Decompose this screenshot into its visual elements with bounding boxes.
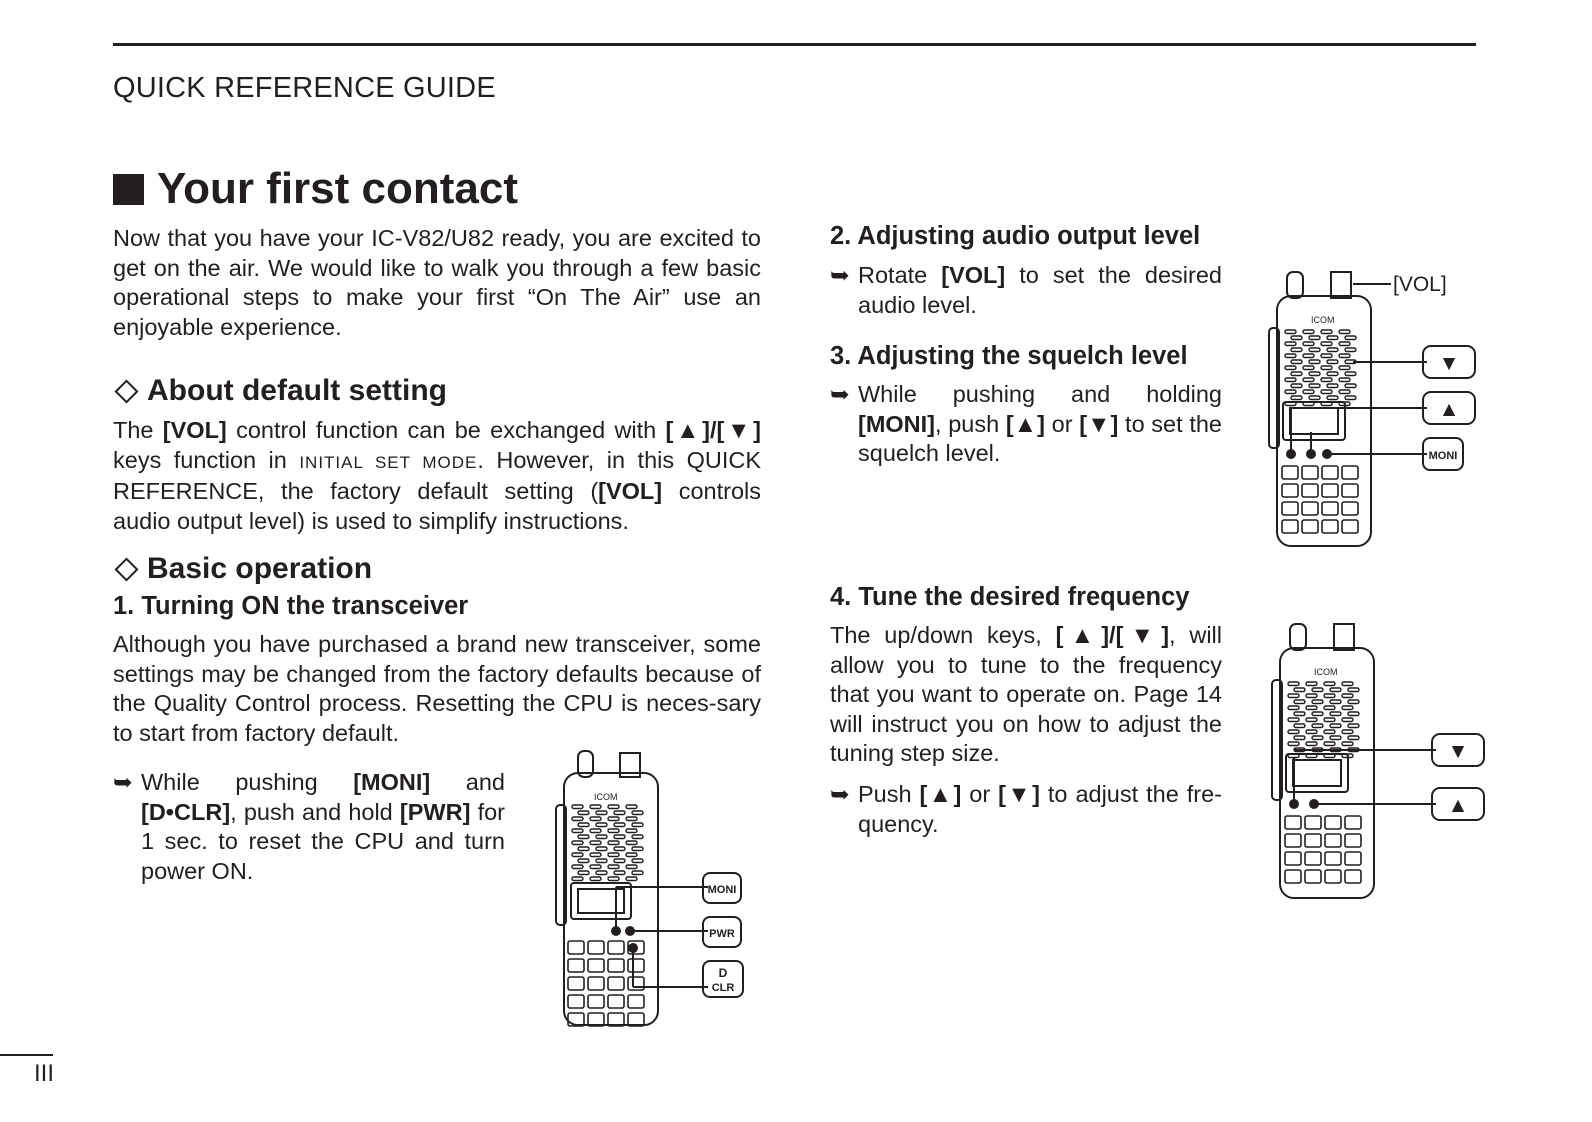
keypad-key bbox=[1305, 852, 1321, 865]
speaker-slot bbox=[1303, 402, 1314, 406]
speaker-slot bbox=[1306, 754, 1317, 758]
keypad-key bbox=[1342, 466, 1358, 479]
icom-logo: ICOM bbox=[1314, 667, 1338, 677]
speaker-slot bbox=[1321, 378, 1332, 382]
arrow-bullet-icon: ➥ bbox=[830, 781, 850, 807]
moni-key-label: MONI bbox=[707, 884, 737, 896]
keypad-key bbox=[1345, 870, 1361, 883]
icom-logo: ICOM bbox=[594, 792, 618, 802]
keypad-key bbox=[1282, 520, 1298, 533]
speaker-slot bbox=[1285, 330, 1296, 334]
speaker-slot bbox=[1345, 336, 1356, 340]
speaker-slot bbox=[1321, 390, 1332, 394]
step1-heading: 1. Turning ON the transceiver bbox=[113, 592, 469, 620]
arrow-bullet-icon: ➥ bbox=[830, 262, 850, 288]
d-key-label: D bbox=[718, 966, 728, 980]
speaker-slot bbox=[1291, 360, 1302, 364]
speaker-slot bbox=[1312, 712, 1323, 716]
speaker-slot bbox=[578, 835, 589, 839]
speaker-slot bbox=[608, 829, 619, 833]
speaker-slot bbox=[572, 853, 583, 857]
speaker-slot bbox=[1312, 736, 1323, 740]
speaker-slot bbox=[1291, 384, 1302, 388]
speaker-slot bbox=[596, 811, 607, 815]
speaker-slot bbox=[596, 871, 607, 875]
about-default-paragraph: The [VOL] control function can be exchanged with [▲]/[▼] keys function in INITIAL SET MODE. However, in this QUICK REFERENCE, the factory default setting ([VOL] controls audio output level) is used to simplify instructions. bbox=[113, 417, 761, 534]
keypad-key bbox=[1285, 816, 1301, 829]
basic-operation-heading: Basic operation bbox=[113, 552, 372, 586]
speaker-slot bbox=[1330, 688, 1341, 692]
down-key-label: ▼ bbox=[1447, 740, 1469, 763]
speaker-slot bbox=[626, 805, 637, 809]
speaker-slot bbox=[1309, 384, 1320, 388]
keypad-key bbox=[608, 959, 624, 972]
speaker-slot bbox=[1327, 384, 1338, 388]
keypad-key bbox=[1305, 834, 1321, 847]
section-title bbox=[113, 164, 518, 214]
speaker-slot bbox=[1339, 378, 1350, 382]
speaker-slot bbox=[590, 877, 601, 881]
keypad-key bbox=[1282, 484, 1298, 497]
speaker-slot bbox=[596, 835, 607, 839]
keypad-key bbox=[1322, 484, 1338, 497]
speaker-slot bbox=[1321, 330, 1332, 334]
speaker-slot bbox=[1291, 336, 1302, 340]
speaker-slot bbox=[1288, 694, 1299, 698]
speaker-slot bbox=[1330, 724, 1341, 728]
step3-bullet: ➥ While pushing and holding [MONI], push [▲] or [▼] to set the squelch level. bbox=[830, 380, 1222, 469]
speaker-slot bbox=[1339, 366, 1350, 370]
speaker-slot bbox=[1291, 348, 1302, 352]
speaker-slot bbox=[1327, 336, 1338, 340]
keypad-key bbox=[568, 995, 584, 1008]
speaker-slot bbox=[590, 865, 601, 869]
speaker-slot bbox=[1345, 348, 1356, 352]
speaker-slot bbox=[1306, 718, 1317, 722]
speaker-slot bbox=[572, 805, 583, 809]
speaker-slot bbox=[572, 829, 583, 833]
keypad-key bbox=[588, 977, 604, 990]
speaker-slot bbox=[1291, 372, 1302, 376]
step1-paragraph: Although you have purchased a brand new transceiver, some settings may be changed from the factory defaults because of the Quality Control process. Resetting the CPU is neces-sary to start from factory default. bbox=[113, 631, 761, 746]
speaker-slot bbox=[632, 835, 643, 839]
step2-bullet: ➥ Rotate [VOL] to set the desired audio level. bbox=[830, 261, 1222, 320]
keypad-key bbox=[628, 959, 644, 972]
keypad-key bbox=[1285, 870, 1301, 883]
speaker-slot bbox=[1312, 688, 1323, 692]
speaker-slot bbox=[1288, 706, 1299, 710]
speaker-slot bbox=[1294, 688, 1305, 692]
running-header: QUICK REFERENCE GUIDE bbox=[113, 72, 496, 104]
speaker-slot bbox=[572, 817, 583, 821]
speaker-slot bbox=[590, 841, 601, 845]
speaker-slot bbox=[1348, 700, 1359, 704]
speaker-slot bbox=[632, 871, 643, 875]
speaker-slot bbox=[626, 877, 637, 881]
step4-bullet: ➥ Push [▲] or [▼] to adjust the fre-quency. bbox=[830, 780, 1222, 839]
keypad-key bbox=[1325, 816, 1341, 829]
speaker-slot bbox=[632, 823, 643, 827]
keypad-key bbox=[1302, 484, 1318, 497]
keypad-key bbox=[1322, 502, 1338, 515]
keypad-key bbox=[588, 941, 604, 954]
speaker-slot bbox=[596, 859, 607, 863]
keypad-key bbox=[568, 959, 584, 972]
speaker-slot bbox=[572, 841, 583, 845]
speaker-slot bbox=[1294, 724, 1305, 728]
speaker-slot bbox=[626, 853, 637, 857]
speaker-slot bbox=[572, 877, 583, 881]
speaker-slot bbox=[626, 829, 637, 833]
speaker-slot bbox=[1303, 390, 1314, 394]
radio-figure-tuning bbox=[1260, 618, 1490, 918]
arrow-bullet-icon: ➥ bbox=[830, 381, 850, 407]
speaker-slot bbox=[1348, 736, 1359, 740]
speaker-slot bbox=[1327, 348, 1338, 352]
speaker-slot bbox=[1348, 724, 1359, 728]
speaker-slot bbox=[608, 805, 619, 809]
speaker-slot bbox=[608, 865, 619, 869]
keypad-key bbox=[1342, 520, 1358, 533]
speaker-slot bbox=[1348, 712, 1359, 716]
section-title-text: Your first contact bbox=[157, 164, 519, 213]
speaker-slot bbox=[632, 847, 643, 851]
speaker-slot bbox=[1324, 682, 1335, 686]
keypad-key bbox=[1282, 466, 1298, 479]
speaker-slot bbox=[1339, 354, 1350, 358]
keypad-key bbox=[1345, 852, 1361, 865]
speaker-slot bbox=[626, 841, 637, 845]
speaker-slot bbox=[1330, 712, 1341, 716]
speaker-slot bbox=[614, 871, 625, 875]
speaker-slot bbox=[578, 823, 589, 827]
square-bullet-icon bbox=[113, 174, 144, 205]
speaker-slot bbox=[1327, 372, 1338, 376]
step3-heading: 3. Adjusting the squelch level bbox=[830, 342, 1188, 370]
keypad-key bbox=[588, 959, 604, 972]
speaker-slot bbox=[1321, 366, 1332, 370]
speaker-slot bbox=[1306, 742, 1317, 746]
speaker-slot bbox=[608, 853, 619, 857]
speaker-slot bbox=[1321, 354, 1332, 358]
speaker-slot bbox=[1288, 682, 1299, 686]
speaker-slot bbox=[614, 859, 625, 863]
speaker-slot bbox=[614, 823, 625, 827]
speaker-slot bbox=[1306, 694, 1317, 698]
keypad-key bbox=[588, 995, 604, 1008]
keypad-key bbox=[608, 995, 624, 1008]
keypad-key bbox=[1345, 834, 1361, 847]
speaker-slot bbox=[1294, 712, 1305, 716]
speaker-slot bbox=[1330, 736, 1341, 740]
keypad-key bbox=[1325, 870, 1341, 883]
speaker-slot bbox=[1327, 360, 1338, 364]
step2-heading: 2. Adjusting audio output level bbox=[830, 222, 1201, 250]
keypad-key bbox=[568, 941, 584, 954]
speaker-slot bbox=[1309, 336, 1320, 340]
keypad-key bbox=[628, 977, 644, 990]
speaker-slot bbox=[1342, 682, 1353, 686]
moni-key-label: MONI bbox=[1428, 450, 1458, 462]
speaker-slot bbox=[1303, 366, 1314, 370]
speaker-slot bbox=[578, 871, 589, 875]
icom-logo: ICOM bbox=[1311, 315, 1335, 325]
keypad-key bbox=[628, 995, 644, 1008]
speaker-slot bbox=[1294, 700, 1305, 704]
keypad-key bbox=[1345, 816, 1361, 829]
speaker-slot bbox=[1312, 700, 1323, 704]
speaker-slot bbox=[1309, 372, 1320, 376]
speaker-slot bbox=[1285, 402, 1296, 406]
radio-figure-volume-squelch bbox=[1255, 262, 1485, 562]
keypad-key bbox=[1342, 502, 1358, 515]
keypad-key bbox=[1285, 852, 1301, 865]
speaker-slot bbox=[1288, 754, 1299, 758]
radio-figure-power-on bbox=[540, 745, 770, 1045]
speaker-slot bbox=[632, 811, 643, 815]
speaker-slot bbox=[1330, 700, 1341, 704]
speaker-slot bbox=[1324, 706, 1335, 710]
down-key-label: ▼ bbox=[1438, 352, 1460, 375]
speaker-slot bbox=[1288, 718, 1299, 722]
keypad-key bbox=[1325, 852, 1341, 865]
speaker-slot bbox=[1324, 730, 1335, 734]
step1-bullet: ➥ While pushing [MONI] and [D•CLR], push and hold [PWR] for 1 sec. to reset the CPU and turn power ON. bbox=[113, 768, 505, 886]
speaker-slot bbox=[578, 847, 589, 851]
keypad-key bbox=[1305, 870, 1321, 883]
speaker-slot bbox=[1339, 390, 1350, 394]
clr-key-label: CLR bbox=[711, 982, 735, 994]
speaker-slot bbox=[1345, 384, 1356, 388]
up-key-label: ▲ bbox=[1447, 794, 1469, 817]
keypad-key bbox=[1282, 502, 1298, 515]
speaker-slot bbox=[1345, 396, 1356, 400]
speaker-slot bbox=[596, 847, 607, 851]
speaker-slot bbox=[1306, 682, 1317, 686]
intro-paragraph: Now that you have your IC-V82/U82 ready, you are excited to get on the air. We would like to walk you through a few basic operational steps to make your first “On The Air” use an enjoyable experience. bbox=[113, 225, 761, 340]
speaker-slot bbox=[1288, 730, 1299, 734]
keypad-key bbox=[568, 977, 584, 990]
speaker-slot bbox=[626, 865, 637, 869]
speaker-slot bbox=[590, 805, 601, 809]
speaker-slot bbox=[1312, 724, 1323, 728]
speaker-slot bbox=[1342, 742, 1353, 746]
speaker-slot bbox=[1303, 330, 1314, 334]
keypad-key bbox=[1322, 520, 1338, 533]
initial-set-mode-term: INITIAL SET MODE bbox=[299, 452, 478, 472]
speaker-slot bbox=[608, 817, 619, 821]
speaker-slot bbox=[1324, 694, 1335, 698]
keypad-key bbox=[608, 941, 624, 954]
keypad-key bbox=[1325, 834, 1341, 847]
arrow-bullet-icon: ➥ bbox=[113, 769, 133, 795]
speaker-slot bbox=[1303, 354, 1314, 358]
up-key-label: ▲ bbox=[1438, 398, 1460, 421]
speaker-slot bbox=[578, 811, 589, 815]
speaker-slot bbox=[1339, 330, 1350, 334]
speaker-slot bbox=[1288, 742, 1299, 746]
keypad-key bbox=[1302, 466, 1318, 479]
speaker-slot bbox=[1309, 360, 1320, 364]
pwr-key-label: PWR bbox=[709, 928, 735, 940]
speaker-slot bbox=[1327, 396, 1338, 400]
speaker-slot bbox=[1321, 342, 1332, 346]
speaker-slot bbox=[614, 811, 625, 815]
speaker-slot bbox=[1339, 342, 1350, 346]
keypad-key bbox=[1285, 834, 1301, 847]
diamond-icon bbox=[114, 557, 138, 581]
speaker-slot bbox=[1309, 348, 1320, 352]
speaker-slot bbox=[1342, 694, 1353, 698]
speaker-slot bbox=[1324, 742, 1335, 746]
speaker-slot bbox=[614, 835, 625, 839]
speaker-slot bbox=[608, 841, 619, 845]
diamond-icon bbox=[114, 379, 138, 403]
speaker-slot bbox=[578, 859, 589, 863]
speaker-slot bbox=[590, 853, 601, 857]
speaker-slot bbox=[1345, 372, 1356, 376]
speaker-slot bbox=[1324, 718, 1335, 722]
keypad-key bbox=[1342, 484, 1358, 497]
speaker-slot bbox=[1303, 378, 1314, 382]
speaker-slot bbox=[1321, 402, 1332, 406]
page-number: III bbox=[34, 1060, 55, 1087]
speaker-slot bbox=[1285, 366, 1296, 370]
speaker-slot bbox=[1348, 688, 1359, 692]
speaker-slot bbox=[626, 817, 637, 821]
speaker-slot bbox=[1342, 730, 1353, 734]
speaker-slot bbox=[1285, 342, 1296, 346]
speaker-slot bbox=[590, 829, 601, 833]
keypad-key bbox=[608, 977, 624, 990]
speaker-slot bbox=[1285, 390, 1296, 394]
speaker-slot bbox=[1306, 706, 1317, 710]
speaker-slot bbox=[1324, 754, 1335, 758]
speaker-slot bbox=[632, 859, 643, 863]
keypad-key bbox=[1302, 520, 1318, 533]
speaker-slot bbox=[1342, 718, 1353, 722]
speaker-slot bbox=[608, 877, 619, 881]
speaker-slot bbox=[1285, 354, 1296, 358]
step4-paragraph: The up/down keys, [▲]/[▼], will allow you to tune to the frequency that you want to operate on. Page 14 will instruct you on how to adjust the tuning step size. bbox=[830, 622, 1222, 766]
speaker-slot bbox=[1294, 736, 1305, 740]
speaker-slot bbox=[1291, 396, 1302, 400]
about-default-heading: About default setting bbox=[113, 374, 447, 408]
speaker-slot bbox=[1306, 730, 1317, 734]
footer-rule bbox=[0, 1054, 53, 1056]
step4-heading: 4. Tune the desired frequency bbox=[830, 583, 1190, 611]
keypad-key bbox=[1322, 466, 1338, 479]
speaker-slot bbox=[1342, 706, 1353, 710]
speaker-slot bbox=[1303, 342, 1314, 346]
speaker-slot bbox=[572, 865, 583, 869]
speaker-slot bbox=[1285, 378, 1296, 382]
top-rule bbox=[113, 43, 1476, 46]
speaker-slot bbox=[614, 847, 625, 851]
vol-knob-label: [VOL] bbox=[1393, 273, 1447, 296]
keypad-key bbox=[1302, 502, 1318, 515]
speaker-slot bbox=[1309, 396, 1320, 400]
speaker-slot bbox=[590, 817, 601, 821]
keypad-key bbox=[1305, 816, 1321, 829]
speaker-slot bbox=[596, 823, 607, 827]
